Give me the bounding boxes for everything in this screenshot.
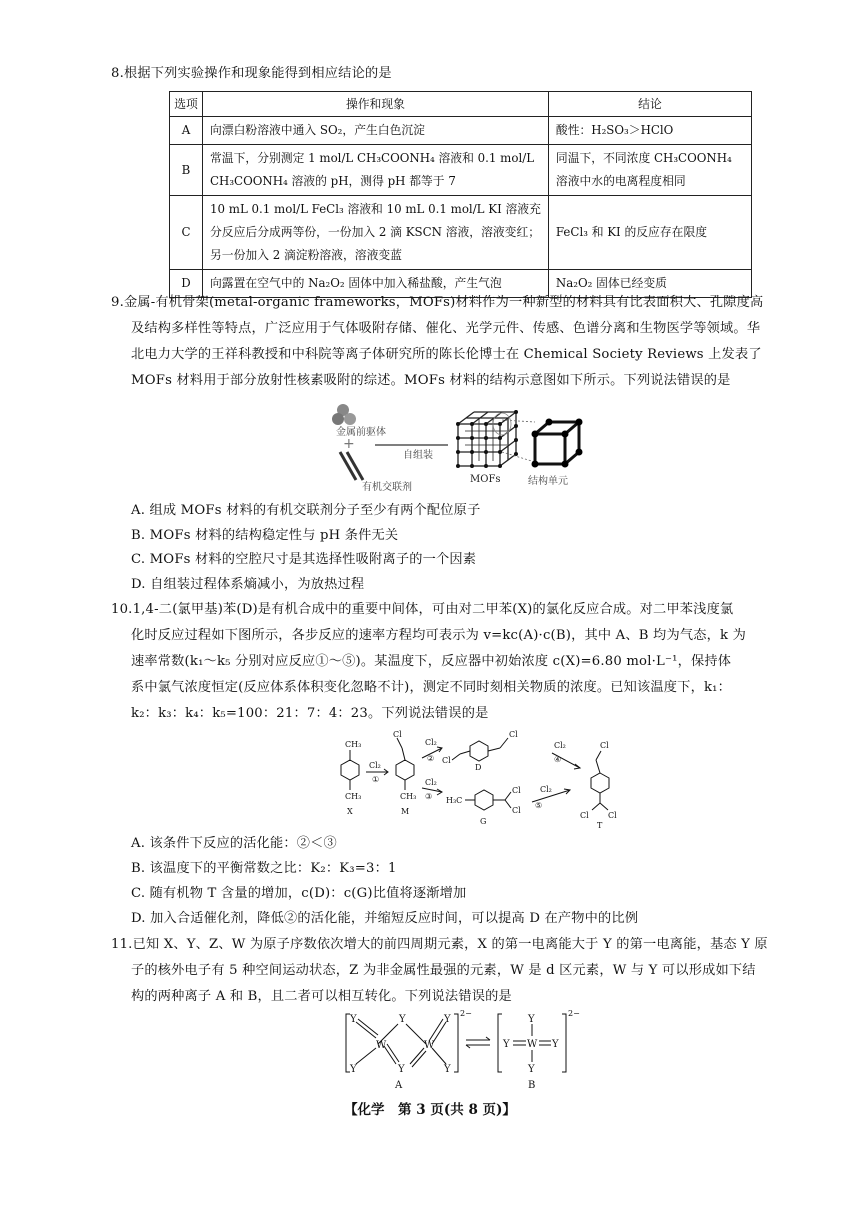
atom-w: W xyxy=(527,1039,538,1050)
step-4: ④ xyxy=(554,755,562,764)
benzene-ring-t xyxy=(591,773,609,793)
cl-label: Cl xyxy=(512,806,521,815)
atom-y: Y xyxy=(528,1064,535,1075)
cl2-label: Cl₂ xyxy=(425,738,437,747)
ch3-label: CH₃ xyxy=(400,792,417,801)
op-line: 另一份加入 2 滴淀粉溶液，溶液变蓝 xyxy=(210,248,402,262)
bracket-a-right xyxy=(454,1014,458,1072)
cl-label: Cl xyxy=(512,786,521,795)
atom-y: Y xyxy=(398,1064,405,1075)
q9-line: 及结构多样性等特点，广泛应用于气体吸附存储、催化、光学元件、传感、色谱分离和生物医学等领域。华 xyxy=(131,321,761,336)
q10-option-b: B. 该温度下的平衡常数之比：K₂：K₃=3：1 xyxy=(131,861,397,876)
q9-line: MOFs 材料用于部分放射性核素吸附的综述。MOFs 材料的结构示意图如下所示。下列说法错误的是 xyxy=(131,373,731,388)
cl-label: Cl xyxy=(393,730,402,739)
cl-label: Cl xyxy=(580,811,589,820)
op-line: 向露置在空气中的 Na₂O₂ 固体中加入稀盐酸，产生气泡 xyxy=(210,276,502,290)
atom-y: Y xyxy=(350,1014,357,1025)
step-3: ③ xyxy=(425,792,433,801)
cl-label: Cl xyxy=(442,756,451,765)
header-operation: 操作和现象 xyxy=(203,92,549,117)
cl-label: Cl xyxy=(608,811,617,820)
step-5: ⑤ xyxy=(535,801,543,810)
linker-label: 有机交联剂 xyxy=(362,482,412,493)
concl-line: 酸性：H₂SO₃＞HClO xyxy=(555,123,674,137)
atom-y: Y xyxy=(552,1039,559,1050)
chlorination-scheme xyxy=(330,728,650,830)
bracket-b-left xyxy=(498,1014,502,1072)
row-operation xyxy=(203,117,549,145)
q9-option-c: C. MOFs 材料的空腔尺寸是其选择性吸附离子的一个因素 xyxy=(131,552,477,567)
row-option: C xyxy=(170,196,203,270)
charge-b: 2− xyxy=(568,1009,580,1018)
label-a: A xyxy=(395,1080,403,1091)
label-x: X xyxy=(347,807,353,816)
benzene-ring-x xyxy=(341,760,359,780)
cl-label: Cl xyxy=(600,741,609,750)
atom-y: Y xyxy=(444,1064,451,1075)
mofs-figure xyxy=(330,400,610,495)
row-option: D xyxy=(170,270,203,298)
table-row xyxy=(170,145,752,196)
metal-sphere xyxy=(344,413,356,425)
q10-option-c: C. 随有机物 T 含量的增加，c(D)：c(G)比值将逐渐增加 xyxy=(131,886,467,901)
q9-line: 北电力大学的王祥科教授和中科院等离子体研究所的陈长伦博士在 Chemical Society Reviews 上发表了 xyxy=(131,347,762,362)
op-line: CH₃COONH₄ 溶液的 pH，测得 pH 都等于 7 xyxy=(210,174,456,188)
atom-y: Y xyxy=(444,1014,451,1025)
q10-line: 速率常数(k₁～k₅ 分别对应反应①～⑤)。某温度下，反应器中初始浓度 c(X)=6.80 mol·L⁻¹，保持体 xyxy=(131,654,732,669)
row-conclusion xyxy=(548,117,751,145)
row-operation xyxy=(203,196,549,270)
q9-line: 9.金属-有机骨架(metal-organic frameworks，MOFs)材料作为一种新型的材料具有比表面积大、孔隙度高 xyxy=(111,295,764,310)
label-b: B xyxy=(528,1080,536,1091)
ch3-label: CH₃ xyxy=(345,792,362,801)
cl2-label: Cl₂ xyxy=(554,741,566,750)
atom-y: Y xyxy=(399,1014,406,1025)
mofs-label: MOFs xyxy=(470,474,501,485)
label-g: G xyxy=(480,817,487,826)
op-line: 向漂白粉溶液中通入 SO₂，产生白色沉淀 xyxy=(210,123,425,137)
cl2-label: Cl₂ xyxy=(425,778,437,787)
q9-option-b: B. MOFs 材料的结构稳定性与 pH 条件无关 xyxy=(131,528,399,543)
table-header-row xyxy=(170,92,752,117)
zoom-line xyxy=(502,420,535,422)
q11-line: 11.已知 X、Y、Z、W 为原子序数依次增大的前四周期元素，X 的第一电离能大于 Y 的第一电离能，基态 Y 原 xyxy=(111,937,768,952)
row-operation xyxy=(203,145,549,196)
bracket-b-right xyxy=(562,1014,566,1072)
q11-line: 子的核外电子有 5 种空间运动状态，Z 为非金属性最强的元素，W 是 d 区元素，W 与 Y 可以形成如下结 xyxy=(131,963,756,978)
plus-icon: + xyxy=(343,436,355,452)
label-t: T xyxy=(597,821,603,830)
benzene-ring-m xyxy=(396,760,414,780)
cl2-label: Cl₂ xyxy=(369,761,381,770)
q10-line: 化时反应过程如下图所示，各步反应的速率方程均可表示为 v=kc(A)·c(B)，其中 A、B 均为气态，k 为 xyxy=(131,628,746,643)
q9-option-a: A. 组成 MOFs 材料的有机交联剂分子至少有两个配位原子 xyxy=(131,503,481,518)
concl-line: FeCl₃ 和 KI 的反应存在限度 xyxy=(555,225,708,239)
q10-line: 系中氯气浓度恒定(反应体系体积变化忽略不计)，测定不同时刻相关物质的浓度。已知该温度下，k₁： xyxy=(131,680,732,695)
step-2: ② xyxy=(427,754,435,763)
q10-option-d: D. 加入合适催化剂，降低②的活化能，并缩短反应时间，可以提高 D 在产物中的比例 xyxy=(131,911,639,926)
charge-a: 2− xyxy=(460,1009,472,1018)
atom-y: Y xyxy=(528,1014,535,1025)
structure-unit-cube xyxy=(535,422,579,464)
row-option: A xyxy=(170,117,203,145)
atom-y: Y xyxy=(503,1039,510,1050)
benzene-ring-g xyxy=(475,790,493,810)
q9-option-d: D. 自组装过程体系熵减小，为放热过程 xyxy=(131,577,365,592)
ch3-label: CH₃ xyxy=(345,740,362,749)
op-line: 10 mL 0.1 mol/L FeCl₃ 溶液和 10 mL 0.1 mol/L KI 溶液充 xyxy=(210,202,541,216)
table-row xyxy=(170,117,752,145)
concl-line: 同温下，不同浓度 CH₃COONH₄ xyxy=(555,151,732,165)
q10-option-a: A. 该条件下反应的活化能：②＜③ xyxy=(131,836,337,851)
step-1: ① xyxy=(372,775,380,784)
row-conclusion xyxy=(548,145,751,196)
benzene-ring-d xyxy=(470,741,488,761)
q8-stem: 8.根据下列实验操作和现象能得到相应结论的是 xyxy=(111,66,392,81)
metal-precursor-label: 金属前驱体 xyxy=(336,427,386,438)
table-row xyxy=(170,196,752,270)
label-m: M xyxy=(401,807,410,816)
row-conclusion xyxy=(548,196,751,270)
cl2-label: Cl₂ xyxy=(540,785,552,794)
header-conclusion: 结论 xyxy=(548,92,751,117)
q8-table xyxy=(169,91,752,298)
q10-line: k₂：k₃：k₄：k₅=100：21：7：4：23。下列说法错误的是 xyxy=(131,706,489,721)
cl-label: Cl xyxy=(509,730,518,739)
atom-w: W xyxy=(424,1040,435,1051)
row-option: B xyxy=(170,145,203,196)
op-line: 分反应后分成两等份，一份加入 2 滴 KSCN 溶液，溶液变红； xyxy=(210,225,541,239)
concl-line: 溶液中水的电离程度相同 xyxy=(555,174,686,188)
atom-y: Y xyxy=(350,1064,357,1075)
label-d: D xyxy=(475,763,482,772)
header-option: 选项 xyxy=(170,92,203,117)
metal-sphere xyxy=(332,413,344,425)
concl-line: Na₂O₂ 固体已经变质 xyxy=(555,276,667,290)
h3c-label: H₃C xyxy=(446,796,463,805)
q10-line: 10.1,4-二(氯甲基)苯(D)是有机合成中的重要中间体，可由对二甲苯(X)的氯化反应合成。对二甲苯浅度氯 xyxy=(111,602,734,617)
atom-w: W xyxy=(376,1040,387,1051)
ion-structures xyxy=(340,1008,600,1092)
unit-label: 结构单元 xyxy=(528,476,568,487)
q11-line: 构的两种离子 A 和 B，且二者可以相互转化。下列说法错误的是 xyxy=(131,989,512,1004)
self-assembly-label: 自组装 xyxy=(403,450,433,461)
op-line: 常温下，分别测定 1 mol/L CH₃COONH₄ 溶液和 0.1 mol/L xyxy=(210,151,535,165)
page-footer: 【化学 第 3 页(共 8 页)】 xyxy=(344,1102,516,1118)
